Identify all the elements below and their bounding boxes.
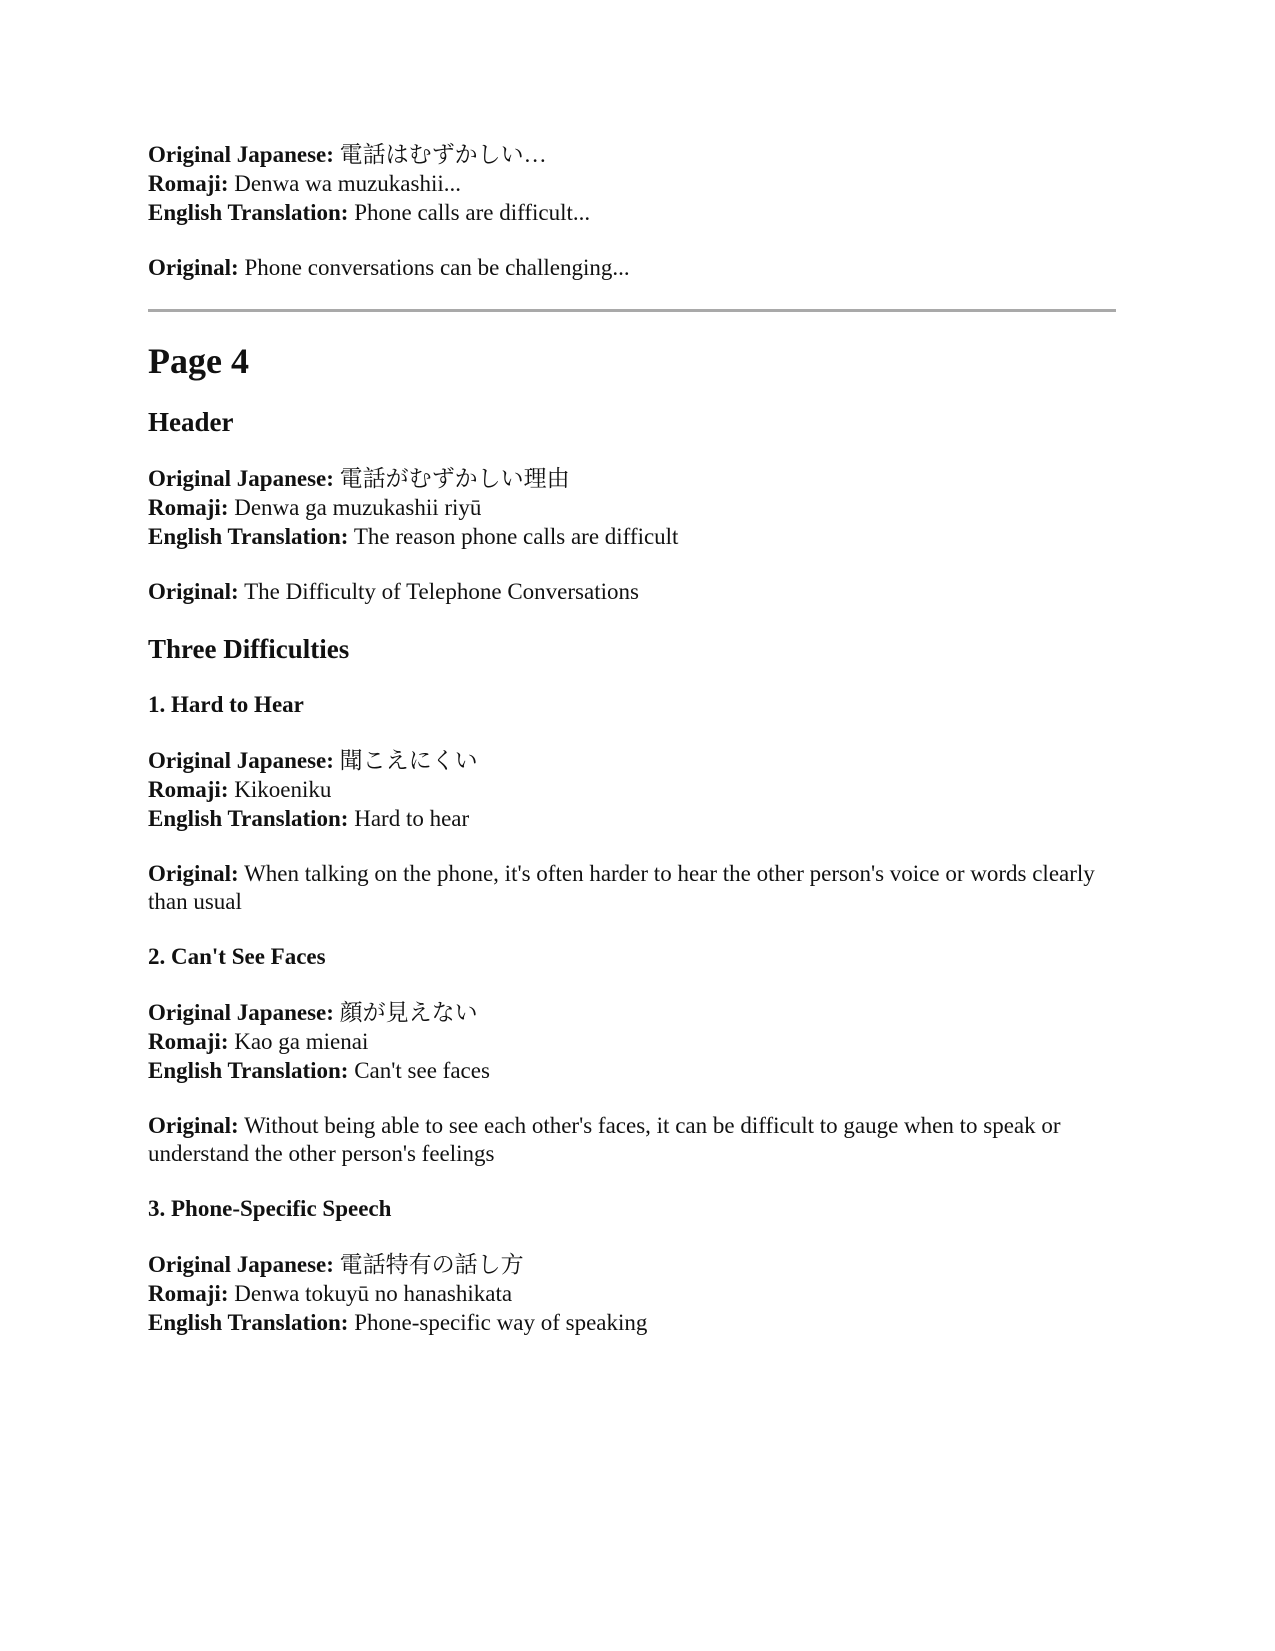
difficulty-heading: 1. Hard to Hear: [148, 692, 304, 717]
romaji-text: Denwa wa muzukashii...: [234, 171, 461, 196]
english-line: [148, 804, 1128, 833]
japanese-text: 電話特有の話し方: [339, 1252, 524, 1277]
original-text: Phone conversations can be challenging...: [244, 255, 630, 280]
japanese-label: Original Japanese:: [148, 1252, 334, 1277]
original-label: Original:: [148, 255, 239, 280]
difficulty-heading: 3. Phone-Specific Speech: [148, 1196, 392, 1221]
english-label: English Translation:: [148, 524, 349, 549]
english-text: Phone-specific way of speaking: [354, 1310, 648, 1335]
difficulty-translation: [148, 1250, 1128, 1337]
japanese-line: [148, 1250, 1128, 1279]
romaji-line: [148, 775, 1128, 804]
romaji-label: Romaji:: [148, 1281, 229, 1306]
japanese-label: Original Japanese:: [148, 748, 334, 773]
difficulty-translation: [148, 998, 1128, 1085]
romaji-label: Romaji:: [148, 1029, 229, 1054]
romaji-text: Denwa ga muzukashii riyū: [234, 495, 482, 520]
english-text: Phone calls are difficult...: [354, 200, 591, 225]
original-line: [148, 1112, 1128, 1168]
japanese-line: [148, 140, 1128, 169]
japanese-text: 聞こえにくい: [339, 748, 478, 773]
english-label: English Translation:: [148, 1310, 349, 1335]
english-line: [148, 522, 1128, 551]
romaji-line: [148, 1027, 1128, 1056]
japanese-label: Original Japanese:: [148, 466, 334, 491]
original-label: Original:: [148, 861, 239, 886]
original-label: Original:: [148, 579, 239, 604]
romaji-label: Romaji:: [148, 171, 229, 196]
horizontal-rule: [148, 309, 1116, 312]
english-text: Hard to hear: [354, 806, 470, 831]
japanese-label: Original Japanese:: [148, 142, 334, 167]
japanese-text: 電話はむずかしい…: [339, 142, 547, 167]
original-text: When talking on the phone, it's often harder to hear the other person's voice or words clearly than usual: [148, 861, 1095, 914]
romaji-text: Denwa tokuyū no hanashikata: [234, 1281, 513, 1306]
english-label: English Translation:: [148, 200, 349, 225]
romaji-label: Romaji:: [148, 777, 229, 802]
romaji-line: [148, 493, 1128, 522]
english-label: English Translation:: [148, 806, 349, 831]
original-label: Original:: [148, 1113, 239, 1138]
original-text: Without being able to see each other's faces, it can be difficult to gauge when to speak or understand the other person's feelings: [148, 1113, 1061, 1166]
document-page: [148, 140, 1128, 1364]
japanese-label: Original Japanese:: [148, 1000, 334, 1025]
english-label: English Translation:: [148, 1058, 349, 1083]
japanese-line: [148, 746, 1128, 775]
japanese-text: 顔が見えない: [339, 1000, 478, 1025]
original-line: [148, 254, 1128, 282]
romaji-text: Kikoeniku: [234, 777, 332, 802]
difficulties-section-title: Three Difficulties: [148, 634, 350, 664]
original-text: The Difficulty of Telephone Conversations: [244, 579, 639, 604]
english-text: The reason phone calls are difficult: [353, 524, 679, 549]
japanese-text: 電話がむずかしい理由: [339, 466, 570, 491]
japanese-line: [148, 464, 1128, 493]
english-line: [148, 1308, 1128, 1337]
header-translation: [148, 464, 1128, 551]
original-line: [148, 860, 1128, 916]
english-text: Can't see faces: [354, 1058, 490, 1083]
difficulty-heading: 2. Can't See Faces: [148, 944, 326, 969]
english-line: [148, 198, 1128, 227]
japanese-line: [148, 998, 1128, 1027]
romaji-label: Romaji:: [148, 495, 229, 520]
english-line: [148, 1056, 1128, 1085]
romaji-text: Kao ga mienai: [234, 1029, 369, 1054]
header-section-title: Header: [148, 407, 234, 437]
page-heading: Page 4: [148, 341, 249, 381]
difficulty-translation: [148, 746, 1128, 833]
romaji-line: [148, 1279, 1128, 1308]
original-line: [148, 578, 1128, 606]
romaji-line: [148, 169, 1128, 198]
top-entry-translation: [148, 140, 1128, 227]
